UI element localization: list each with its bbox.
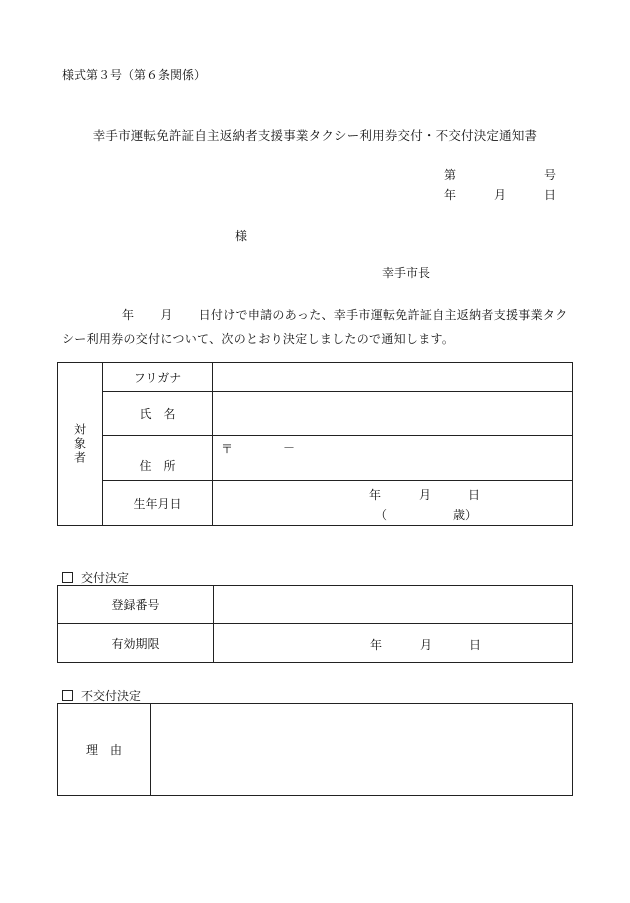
- date-year: 年: [444, 188, 457, 202]
- validity-field[interactable]: [214, 624, 573, 663]
- body-text: [62, 303, 572, 351]
- reason-field[interactable]: [151, 704, 573, 796]
- birth-year: 年: [369, 488, 382, 502]
- birthdate-field[interactable]: [213, 481, 573, 526]
- denial-checkbox[interactable]: [62, 690, 73, 701]
- furigana-field[interactable]: [213, 363, 573, 392]
- grant-heading-label: 交付決定: [81, 571, 130, 585]
- name-label: 氏 名: [103, 392, 213, 436]
- denial-heading-label: 不交付決定: [81, 689, 142, 703]
- name-field[interactable]: [213, 392, 573, 436]
- registration-field[interactable]: [214, 586, 573, 624]
- subject-group-label: 対象者: [58, 363, 103, 526]
- validity-label: 有効期限: [58, 624, 214, 663]
- grant-heading: [62, 569, 129, 586]
- age-close: 歳）: [453, 508, 478, 522]
- subject-table: [57, 362, 573, 526]
- grant-table: [57, 585, 573, 663]
- validity-month: 月: [420, 638, 433, 652]
- document-title: 幸手市運転免許証自主返納者支援事業タクシー利用券交付・不交付決定通知書: [92, 128, 538, 143]
- grant-checkbox[interactable]: [62, 572, 73, 583]
- address-label: 住 所: [103, 436, 213, 481]
- age-open: （: [375, 508, 388, 522]
- document-date: [444, 186, 556, 203]
- address-field[interactable]: [213, 436, 573, 481]
- form-id: 様式第３号（第６条関係）: [62, 68, 207, 82]
- registration-label: 登録番号: [58, 586, 214, 624]
- birth-month: 月: [419, 488, 432, 502]
- furigana-label: フリガナ: [103, 363, 213, 392]
- denial-heading: [62, 687, 141, 704]
- number-prefix: 第: [444, 168, 457, 182]
- date-month: 月: [493, 188, 506, 202]
- validity-day: 日: [469, 638, 482, 652]
- number-suffix: 号: [543, 168, 556, 182]
- addressee-suffix: 様: [235, 229, 248, 243]
- birth-day: 日: [468, 488, 481, 502]
- postal-dash: －: [283, 441, 296, 455]
- validity-year: 年: [370, 638, 383, 652]
- document-number: [444, 166, 556, 183]
- denial-table: [57, 703, 573, 796]
- body-year: 年: [122, 308, 135, 322]
- issuer: 幸手市長: [382, 266, 431, 280]
- body-rest: 日付けで申請のあった、幸手市運転免許証自主返納者支援事業タクシー利用券の交付について、次のとおり決定しましたので通知します。: [62, 308, 568, 346]
- body-month: 月: [160, 308, 173, 322]
- postal-mark: 〒: [221, 442, 234, 456]
- reason-label: 理 由: [58, 704, 151, 796]
- date-day: 日: [543, 188, 556, 202]
- birthdate-label: 生年月日: [103, 481, 213, 526]
